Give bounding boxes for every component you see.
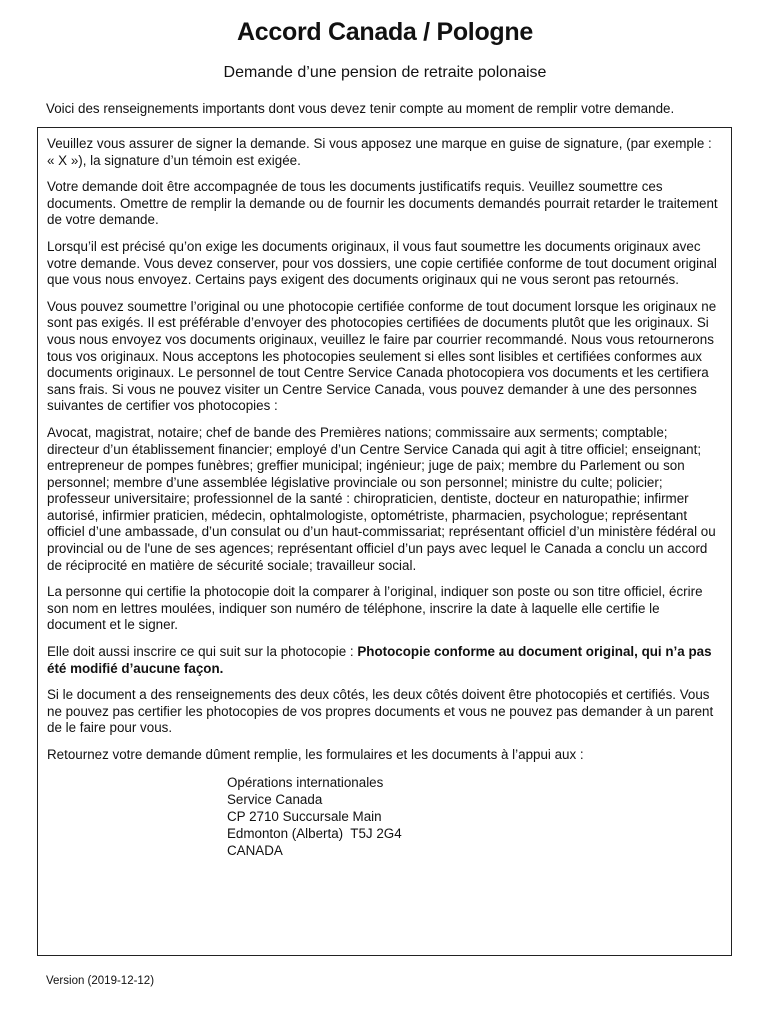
address-line: Opérations internationales xyxy=(227,774,384,790)
paragraph-supporting-documents: Votre demande doit être accompagnée de tous les documents justificatifs requis. Veuillez soumettre ces documents. Omettre de remplir la demande ou de fournir les documents demandés pourrait retarder le traitement de votre demande. xyxy=(47,179,718,228)
paragraph-certification-statement xyxy=(47,644,721,677)
paragraph-signature: Veuillez vous assurer de signer la demande. Si vous apposez une marque en guise de signature, (par exemple : « X »), la signature d’un témoin est exigée. xyxy=(47,136,712,168)
address-line: Edmonton (Alberta) T5J 2G4 xyxy=(227,826,402,842)
address-line: CANADA xyxy=(227,843,283,859)
paragraph-certifiers-list: Avocat, magistrat, notaire; chef de bande des Premières nations; commissaire aux serments; comptable; directeur d’un établissement financier; employé d’un Centre Service Canada qui agit à titre officiel; enseignant; entrepreneur de pompes funèbres; greffier municipal; ingénieur; juge de paix; membre du Parlement ou son personnel; membre d’une assemblée législative provinciale ou son personnel; ministre du culte; policier; professeur universitaire; professionnel de la santé : chiropraticien, dentiste, docteur en naturopathie; infirmer autorisé, infirmier praticien, médecin, ophtalmologiste, optométriste, pharmacien, psychologue; représentant officiel d’une ambassade, d’un consulat ou d’un haut-commissariat; représentant officiel d’un ministère fédéral ou provincial ou de l'une de ses agences; représentant officiel d’un pays avec lequel le Canada a conclu un accord de réciprocité en matière de sécurité sociale; travailleur social. xyxy=(47,424,716,573)
page-title: Accord Canada / Pologne xyxy=(237,18,533,46)
certification-prefix: Elle doit aussi inscrire ce qui suit sur la photocopie : xyxy=(47,644,358,660)
paragraph-original-documents: Lorsqu’il est précisé qu’on exige les documents originaux, il vous faut soumettre les documents originaux avec votre demande. Vous devez conserver, pour vos dossiers, une copie certifiée conforme de tout document original que vous nous envoyez. Certains pays exigent des documents originaux qui ne vous seront pas retournés. xyxy=(47,238,717,288)
intro-text: Voici des renseignements importants dont vous devez tenir compte au moment de remplir votre demande. xyxy=(46,101,675,116)
address-line: CP 2710 Succursale Main xyxy=(227,809,382,824)
paragraph-certified-copies: Vous pouvez soumettre l’original ou une photocopie certifiée conforme de tout document lorsque les originaux ne sont pas exigés. Il est préférable d’envoyer des photocopies certifiées de documents plutôt que les originaux. Si vous nous envoyez vos documents originaux, veuillez le faire par courrier recommandé. Nous vous retournerons tous vos originaux. Nous acceptons les photocopies seulement si elles sont lisibles et certifiées conformes aux documents originaux. Le personnel de tout Centre Service Canada photocopiera vos documents et les certifiera sans frais. Si vous ne pouvez visiter un Centre Service Canada, vous pouvez demander à une des personnes suivantes de certifier vos photocopies : xyxy=(47,298,717,414)
address-line: Service Canada xyxy=(227,791,323,807)
paragraph-certifier-duties: La personne qui certifie la photocopie doit la comparer à l’original, indiquer son poste ou son titre officiel, écrire son nom en lettres moulées, indiquer son numéro de téléphone, inscrire la date à laquelle elle certifie le document et le signer. xyxy=(47,584,703,633)
certification-statement-bold: Photocopie conforme au document original, qui n’a pas été modifié d’aucune façon. xyxy=(47,644,712,676)
paragraph-return-instructions: Retournez votre demande dûment remplie, les formulaires et les documents à l’appui aux : xyxy=(47,747,584,762)
page-subtitle: Demande d’une pension de retraite polonaise xyxy=(223,64,547,81)
mailing-address xyxy=(227,774,721,860)
version-label: Version (2019-12-12) xyxy=(46,975,155,987)
paragraph-two-sided: Si le document a des renseignements des deux côtés, les deux côtés doivent être photocopiés et certifiés. Vous ne pouvez pas certifier les photocopies de vos propres documents et vous ne pouvez pas demander à un parent de le faire pour vous. xyxy=(47,687,714,736)
notice-box xyxy=(37,127,732,956)
